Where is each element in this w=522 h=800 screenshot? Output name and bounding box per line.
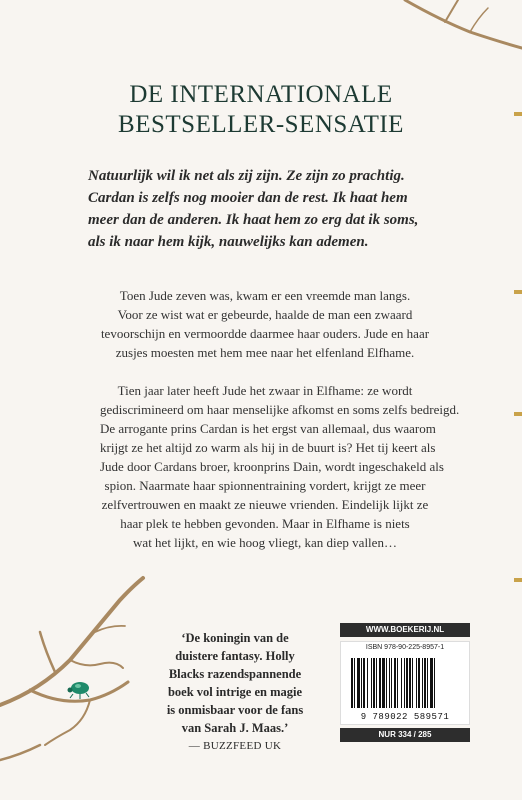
barcode-panel: [340, 623, 470, 743]
quote-line: als ik naar hem kijk, nauwelijks kan ademen.: [88, 234, 369, 250]
blurb-line: ‘De koningin van de: [181, 631, 289, 645]
blurb-line: van Sarah J. Maas.’: [181, 721, 289, 735]
paragraph-line: tevoorschijn en vermoordde daarmee haar ouders. Jude en haar: [100, 326, 430, 341]
quote-line: Cardan is zelfs nog mooier dan de rest. Ik haat hem: [88, 190, 408, 206]
quote-line: Natuurlijk wil ik net als zij zijn. Ze zijn zo prachtig.: [88, 168, 405, 184]
paragraph-line: haar plek te hebben gevonden. Maar in Elfhame is niets: [120, 516, 410, 531]
paragraph-line: zelfvertrouwen en maakt ze nieuwe vrienden. Eindelijk lijkt ze: [101, 497, 429, 512]
publisher-url: WWW.BOEKERIJ.NL: [340, 623, 470, 637]
paragraph-line: zusjes moesten met hem mee naar het elfenland Elfhame.: [115, 345, 415, 360]
blurb-line: duistere fantasy. Holly: [175, 649, 295, 663]
blurb-line: is onmisbaar voor de fans: [166, 703, 304, 717]
gold-accent: [514, 578, 522, 582]
paragraph-line: Tien jaar later heeft Jude het zwaar in Elfhame: ze wordt: [117, 383, 413, 398]
paragraph-line: gediscrimineerd om haar menselijke afkomst en soms zelfs bedreigd.: [100, 402, 460, 417]
paragraph-line: spion. Naarmate haar spionnentraining vordert, krijgt ze meer: [104, 478, 426, 493]
quote-line: meer dan de anderen. Ik haat hem zo erg dat ik soms,: [88, 212, 419, 228]
paragraph-line: Jude door Cardans broer, kroonprins Dain, wordt ingeschakeld als: [100, 459, 444, 474]
gold-accent: [514, 290, 522, 294]
synopsis-paragraph-2: [100, 381, 460, 552]
press-blurb: [165, 629, 305, 755]
beetle-icon: [68, 682, 90, 699]
barcode-icon: [341, 654, 469, 712]
isbn-digits: 9 789022 589571: [360, 712, 450, 722]
paragraph-line: De arrogante prins Cardan is het ergst van allemaal, dus waarom: [100, 421, 436, 436]
blurb-source: — BUZZFEED UK: [188, 740, 282, 752]
branch-illustration-bottom: [0, 578, 143, 760]
nur-label: NUR 334 / 285: [340, 728, 470, 742]
blurb-line: boek vol intrige en magie: [167, 685, 302, 699]
paragraph-line: Voor ze wist wat er gebeurde, haalde de man een zwaard: [117, 307, 413, 322]
blurb-line: Blacks razendspannende: [168, 667, 302, 681]
gold-accent: [514, 412, 522, 416]
headline-line: DE INTERNATIONALE: [129, 81, 393, 108]
barcode-box: [340, 641, 470, 725]
paragraph-line: Toen Jude zeven was, kwam er een vreemde man langs.: [119, 288, 411, 303]
paragraph-line: krijgt ze het altijd zo warm als hij in de buurt is? Het tij keert als: [100, 440, 436, 455]
headline: [0, 80, 522, 140]
paragraph-line: wat het lijkt, en wie hoog vliegt, kan diep vallen…: [133, 535, 397, 550]
excerpt-quote: [88, 165, 448, 253]
headline-line: BESTSELLER-SENSATIE: [118, 111, 404, 138]
isbn-label: ISBN 978-90-225-8957-1: [365, 644, 445, 651]
synopsis-paragraph-1: [100, 286, 430, 362]
